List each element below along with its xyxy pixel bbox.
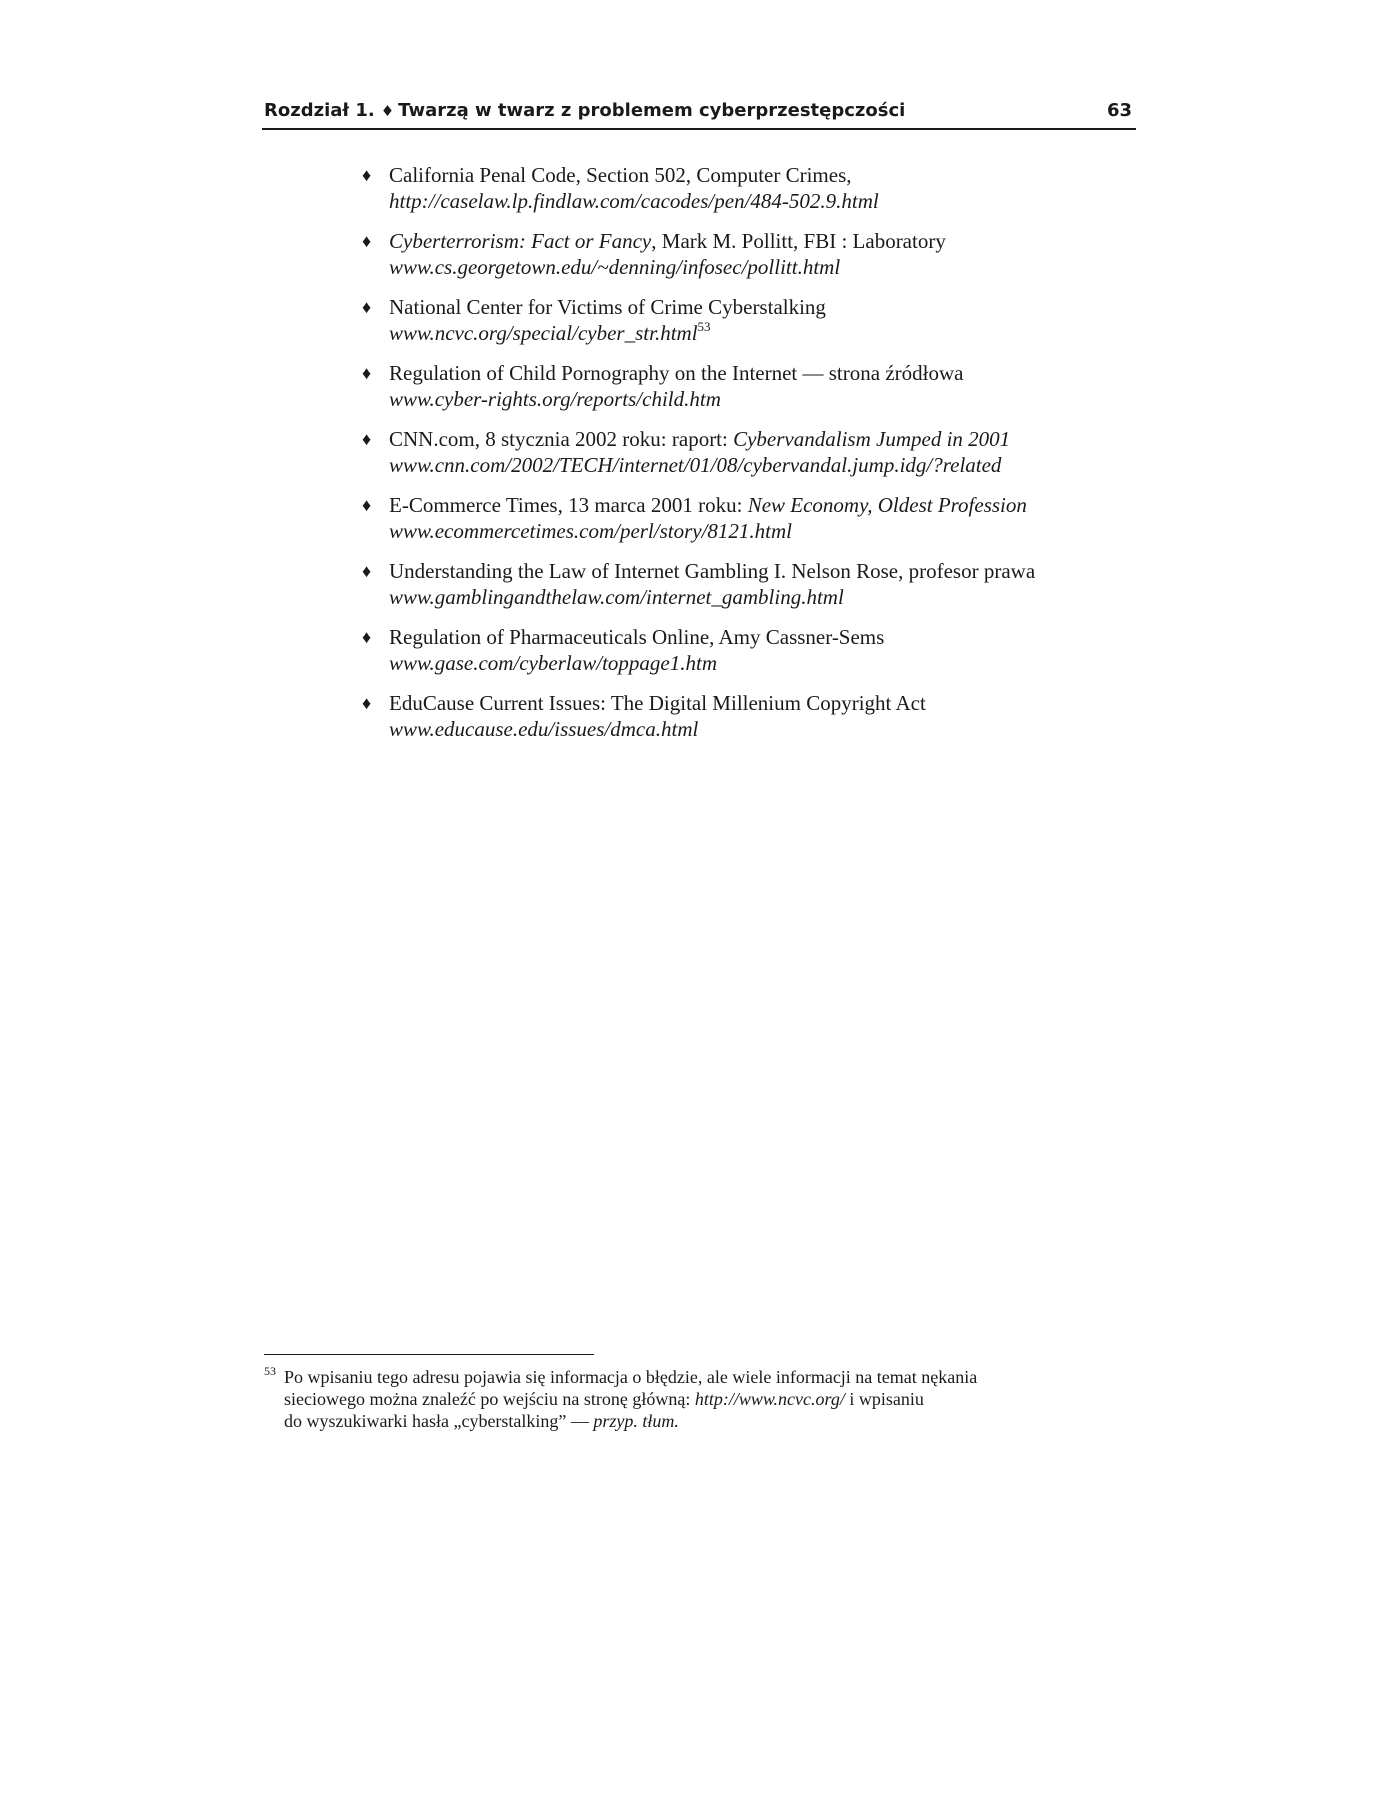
reference-title xyxy=(389,360,1122,386)
footnote-line xyxy=(284,1366,1124,1388)
reference-title xyxy=(389,294,1122,320)
footnote-line xyxy=(284,1388,1124,1410)
reference-title xyxy=(389,228,1122,254)
reference-url xyxy=(389,254,1122,280)
diamond-bullet-icon: ♦ xyxy=(362,429,372,449)
reference-url xyxy=(389,452,1122,478)
diamond-bullet-icon: ♦ xyxy=(362,297,372,317)
italic-text: Cyberterrorism: Fact or Fancy xyxy=(389,229,652,253)
text-segment: EduCause Current Issues: The Digital Millenium Copyright Act xyxy=(389,691,926,715)
italic-text: www.cs.georgetown.edu/~denning/infosec/pollitt.html xyxy=(389,255,841,279)
italic-text: www.cyber-rights.org/reports/child.htm xyxy=(389,387,721,411)
footnote-line xyxy=(284,1410,1124,1432)
italic-text: przyp. tłum. xyxy=(593,1411,679,1431)
reference-url xyxy=(389,386,1122,412)
text-segment: Understanding the Law of Internet Gambling I. Nelson Rose, profesor prawa xyxy=(389,559,1036,583)
reference-url xyxy=(389,650,1122,676)
italic-text: www.gamblingandthelaw.com/internet_gambling.html xyxy=(389,585,844,609)
text-segment: E-Commerce Times, 13 marca 2001 roku: xyxy=(389,493,748,517)
reference-title xyxy=(389,690,1122,716)
reference-url xyxy=(389,320,1122,346)
text-segment: Regulation of Child Pornography on the Internet — strona źródłowa xyxy=(389,361,964,385)
reference-item xyxy=(362,228,1122,294)
page-number: 63 xyxy=(1106,100,1132,121)
reference-title xyxy=(389,624,1122,650)
text-segment: National Center for Victims of Crime Cyberstalking xyxy=(389,295,826,319)
text-segment: do wyszukiwarki hasła „cyberstalking” — xyxy=(284,1411,594,1431)
italic-text: www.educause.edu/issues/dmca.html xyxy=(389,717,699,741)
chapter-heading xyxy=(264,98,905,124)
footnote-reference-mark: 53 xyxy=(697,319,711,334)
reference-item xyxy=(362,294,1122,360)
italic-text: www.cnn.com/2002/TECH/internet/01/08/cybervandal.jump.idg/?related xyxy=(389,453,1002,477)
reference-item xyxy=(362,162,1122,228)
reference-title xyxy=(389,426,1122,452)
reference-title xyxy=(389,492,1122,518)
reference-title xyxy=(389,162,1122,188)
chapter-number: Rozdział 1. xyxy=(264,100,375,121)
text-segment: CNN.com, 8 stycznia 2002 roku: raport: xyxy=(389,427,734,451)
reference-item xyxy=(362,624,1122,690)
reference-item xyxy=(362,690,1122,756)
text-segment: Po wpisaniu tego adresu pojawia się informacja o błędzie, ale wiele informacji na temat nękania xyxy=(284,1367,978,1387)
footnote-divider xyxy=(264,1354,594,1355)
italic-text: http://caselaw.lp.findlaw.com/cacodes/pen/484-502.9.html xyxy=(389,189,879,213)
reference-url xyxy=(389,716,1122,742)
diamond-bullet-icon: ♦ xyxy=(362,363,372,383)
italic-text: www.gase.com/cyberlaw/toppage1.htm xyxy=(389,651,717,675)
reference-item xyxy=(362,492,1122,558)
reference-item xyxy=(362,426,1122,492)
reference-url xyxy=(389,584,1122,610)
italic-text: www.ecommercetimes.com/perl/story/8121.html xyxy=(389,519,793,543)
diamond-bullet-icon: ♦ xyxy=(362,231,372,251)
footnote-number: 53 xyxy=(264,1364,276,1378)
chapter-title: Twarzą w twarz z problemem cyberprzestępczości xyxy=(398,100,906,121)
diamond-bullet-icon: ♦ xyxy=(362,165,372,185)
italic-text: Cybervandalism Jumped in 2001 xyxy=(733,427,1011,451)
diamond-bullet-icon: ♦ xyxy=(362,693,372,713)
diamond-bullet-icon: ♦ xyxy=(362,495,372,515)
running-head xyxy=(262,98,1136,130)
reference-url xyxy=(389,188,1122,214)
text-segment: sieciowego można znaleźć po wejściu na stronę główną: xyxy=(284,1389,695,1409)
reference-title xyxy=(389,558,1122,584)
reference-list xyxy=(362,162,1122,756)
diamond-bullet-icon: ♦ xyxy=(362,627,372,647)
italic-text: New Economy, Oldest Profession xyxy=(747,493,1027,517)
italic-text: www.ncvc.org/special/cyber_str.html xyxy=(389,321,698,345)
text-segment: Regulation of Pharmaceuticals Online, Amy Cassner-Sems xyxy=(389,625,885,649)
diamond-bullet-icon: ♦ xyxy=(362,561,372,581)
text-segment: i wpisaniu xyxy=(844,1389,924,1409)
text-segment: , Mark M. Pollitt, FBI : Laboratory xyxy=(651,229,946,253)
footnote-text xyxy=(264,1366,1124,1432)
italic-text: http://www.ncvc.org/ xyxy=(694,1389,845,1409)
reference-item xyxy=(362,558,1122,624)
reference-item xyxy=(362,360,1122,426)
footnote xyxy=(264,1366,1124,1432)
text-segment: California Penal Code, Section 502, Computer Crimes, xyxy=(389,163,852,187)
reference-url xyxy=(389,518,1122,544)
diamond-separator-icon: ♦ xyxy=(380,102,395,120)
